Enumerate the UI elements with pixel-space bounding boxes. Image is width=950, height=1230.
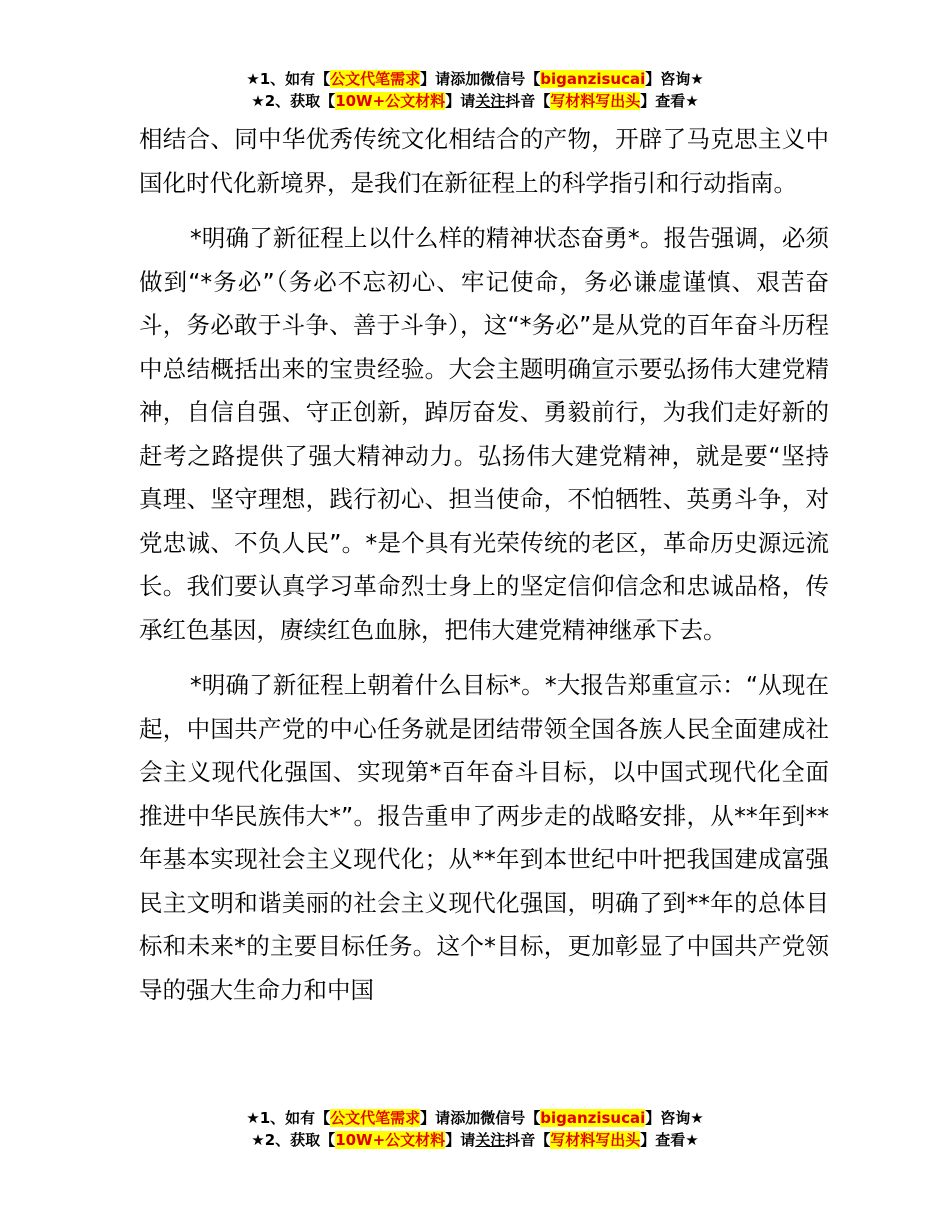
highlight-materials: 10W+公文材料 bbox=[335, 1131, 446, 1149]
header-line-1: ★1、如有【公文代笔需求】请添加微信号【biganzisucai】咨询★ bbox=[246, 70, 704, 88]
paragraph-spirit: *明确了新征程上以什么样的精神状态奋勇*。报告强调，必须做到“*务必”（务必不忘初心、牢记使命，务必谦虚谨慎、艰苦奋斗，务必敢于斗争、善于斗争），这“*务必”是从党的百年奋斗历程中总结概括出来的宝贵经验。大会主题明确宣示要弘扬伟大建党精神，自信自强、守正创新，踔厉奋发、勇毅前行，为我们走好新的赶考之路提供了强大精神动力。弘扬伟大建党精神，就是要“坚持真理、坚守理想，践行初心、担当使命，不怕牺牲、英勇斗争，对党忠诚、不负人民”。*是个具有光荣传统的老区，革命历史源远流长。我们要认真学习革命烈士身上的坚定信仰信念和忠诚品格，传承红色基因，赓续红色血脉，把伟大建党精神继承下去。 bbox=[139, 224, 829, 644]
highlight-wechat-id: biganzisucai bbox=[540, 70, 646, 88]
footer-line-1: ★1、如有【公文代笔需求】请添加微信号【biganzisucai】咨询★ bbox=[246, 1109, 704, 1127]
highlight-wechat-id: biganzisucai bbox=[540, 1109, 646, 1127]
highlight-materials: 10W+公文材料 bbox=[335, 92, 446, 110]
footer-line-2: ★2、获取【10W+公文材料】请关注抖音【写材料写出头】查看★ bbox=[251, 1131, 699, 1149]
highlight-douyin-account: 写材料写出头 bbox=[550, 92, 641, 110]
paragraph-goal: *明确了新征程上朝着什么目标*。*大报告郑重宣示：“从现在起，中国共产党的中心任务就是团结带领全国各族人民全面建成社会主义现代化强国、实现第*百年奋斗目标，以中国式现代化全面推进中华民族伟大*”。报告重申了两步走的战略安排，从**年到**年基本实现社会主义现代化；从**年到本世纪中叶把我国建成富强民主文明和谐美丽的社会主义现代化强国，明确了到**年的总体目标和未来*的主要目标任务。这个*目标，更加彰显了中国共产党领导的强大生命力和中国 bbox=[139, 671, 829, 1004]
highlight-ghostwriting: 公文代笔需求 bbox=[330, 70, 421, 88]
footer-banner bbox=[0, 1107, 950, 1151]
document-body bbox=[139, 118, 829, 1024]
highlight-ghostwriting: 公文代笔需求 bbox=[330, 1109, 421, 1127]
paragraph-continuation: 相结合、同中华优秀传统文化相结合的产物，开辟了马克思主义中国化时代化新境界，是我们在新征程上的科学指引和行动指南。 bbox=[139, 125, 829, 197]
header-line-2: ★2、获取【10W+公文材料】请关注抖音【写材料写出头】查看★ bbox=[251, 92, 699, 110]
header-banner bbox=[0, 68, 950, 112]
highlight-douyin-account: 写材料写出头 bbox=[550, 1131, 641, 1149]
